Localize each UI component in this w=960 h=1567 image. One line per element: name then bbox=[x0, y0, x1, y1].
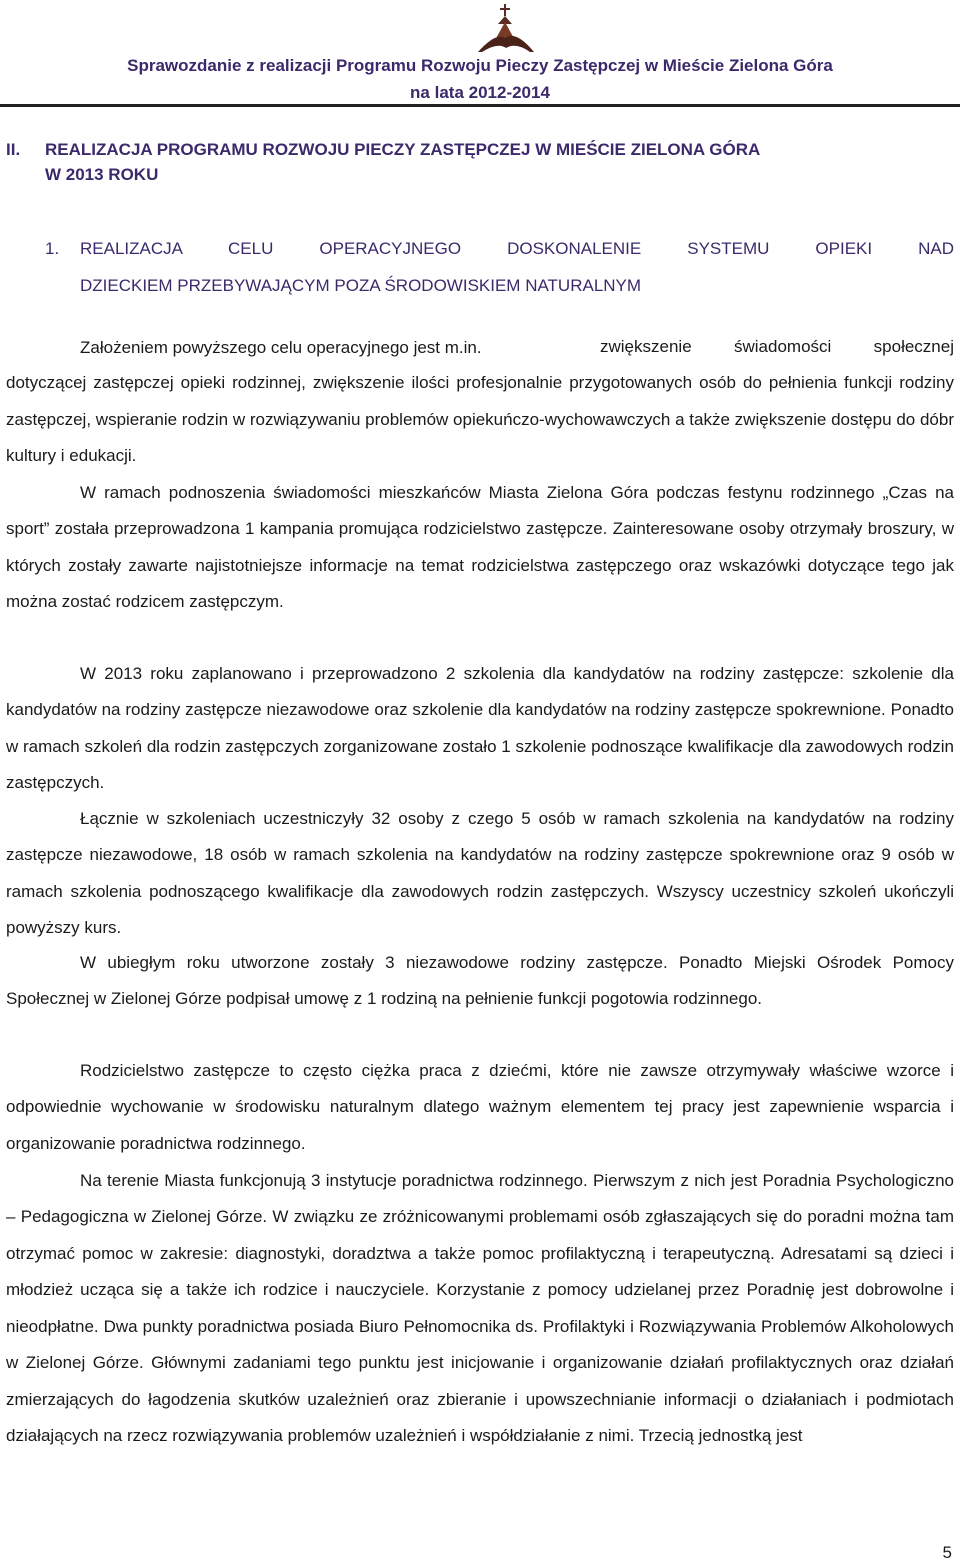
subsection-title: REALIZACJA CELU OPERACYJNEGO DOSKONALENIE SYSTEMU OPIEKI NAD bbox=[80, 239, 954, 258]
subsection-number: 1. bbox=[45, 239, 60, 258]
subsection-title-continued: DZIECKIEM PRZEBYWAJĄCYM POZA ŚRODOWISKIEM NATURALNYM bbox=[80, 276, 642, 295]
body-paragraph: zwiększenie świadomości społecznej dotyczącej zastępczej opieki rodzinnej, zwiększenie ilości profesjonalnie przygotowanych osób do pełnienia funkcji rodziny zastępczej, wspieranie rodzin w rozwiązywaniu problemów opiekuńczo-wychowawczych a także zwiększenie dostępu do dóbr kultury i edukacji. bbox=[6, 337, 954, 466]
document-header-title: Sprawozdanie z realizacji Programu Rozwoju Pieczy Zastępczej w Mieście Zielona Góra bbox=[127, 56, 833, 75]
city-emblem-icon bbox=[476, 2, 536, 54]
header-divider bbox=[0, 104, 960, 107]
section-title: REALIZACJA PROGRAMU ROZWOJU PIECZY ZASTĘPCZEJ W MIEŚCIE ZIELONA GÓRA bbox=[45, 140, 761, 159]
body-paragraph: Rodzicielstwo zastępcze to często ciężka praca z dziećmi, które nie zawsze otrzymywały właściwe wzorce i odpowiednie wychowanie w środowisku naturalnym dlatego ważnym elementem tej pracy jest zapewnienie wsparcia i organizowanie poradnictwa rodzinnego. bbox=[6, 1061, 954, 1153]
body-paragraph: Na terenie Miasta funkcjonują 3 instytucje poradnictwa rodzinnego. Pierwszym z nich jest Poradnia Psychologiczno – Pedagogiczna w Zielonej Górze. W związku ze zróżnicowanymi problemami osób zgłaszających się do poradni można tam otrzymać pomoc w zakresie: diagnostyki, doradztwa a także pomoc profilaktyczną i terapeutyczną. Adresatami są dzieci i młodzież ucząca się a także ich rodzice i nauczyciele. Korzystanie z pomocy udzielanej przez Poradnię jest dobrowolne i nieodpłatne. Dwa punkty poradnictwa posiada Biuro Pełnomocnika ds. Profilaktyki i Rozwiązywania Problemów Alkoholowych w Zielonej Górze. Głównymi zadaniami tego punktu jest inicjowanie i organizowanie działań profilaktycznych oraz działań zmierzających do łagodzenia skutków uzależnień oraz zbieranie i upowszechnianie informacji o działaniach i podmiotach działających na rzecz rozwiązywania problemów uzależnień i współdziałanie z nimi. Trzecią jednostką jest bbox=[6, 1171, 954, 1446]
body-paragraph: Łącznie w szkoleniach uczestniczyły 32 osoby z czego 5 osób w ramach szkolenia na kandydatów na rodziny zastępcze niezawodowe, 18 osób w ramach szkolenia na kandydatów na rodziny zastępcze spokrewnione oraz 9 osób w ramach szkolenia podnoszącego kwalifikacje dla zawodowych rodzin zastępczych. Wszyscy uczestnicy szkoleń ukończyli powyższy kurs. bbox=[6, 809, 954, 938]
page-number: 5 bbox=[942, 1543, 952, 1562]
document-header-subtitle: na lata 2012-2014 bbox=[410, 83, 550, 102]
intro-sentence: Założeniem powyższego celu operacyjnego jest m.in. bbox=[80, 338, 482, 357]
body-paragraph: W ramach podnoszenia świadomości mieszkańców Miasta Zielona Góra podczas festynu rodzinnego „Czas na sport” została przeprowadzona 1 kampania promująca rodzicielstwo zastępcze. Zainteresowane osoby otrzymały broszury, w których zostały zawarte najistotniejsze informacje na temat rodzicielstwa zastępczego oraz wskazówki dotyczące tego jak można zostać rodzicem zastępczym. bbox=[6, 483, 954, 612]
body-paragraph: W ubiegłym roku utworzone zostały 3 niezawodowe rodziny zastępcze. Ponadto Miejski Ośrodek Pomocy Społecznej w Zielonej Górze podpisał umowę z 1 rodziną na pełnienie funkcji pogotowia rodzinnego. bbox=[6, 953, 954, 1009]
body-paragraph: W 2013 roku zaplanowano i przeprowadzono 2 szkolenia dla kandydatów na rodziny zastępcze: szkolenie dla kandydatów na rodziny zastępcze niezawodowe oraz szkolenie dla kandydatów na rodziny zastępcze spokrewnione. Ponadto w ramach szkoleń dla rodzin zastępczych zorganizowane zostało 1 szkolenie podnoszące kwalifikacje dla zawodowych rodzin zastępczych. bbox=[6, 664, 954, 793]
section-number: II. bbox=[6, 140, 21, 159]
section-title-continued: W 2013 ROKU bbox=[45, 165, 159, 184]
